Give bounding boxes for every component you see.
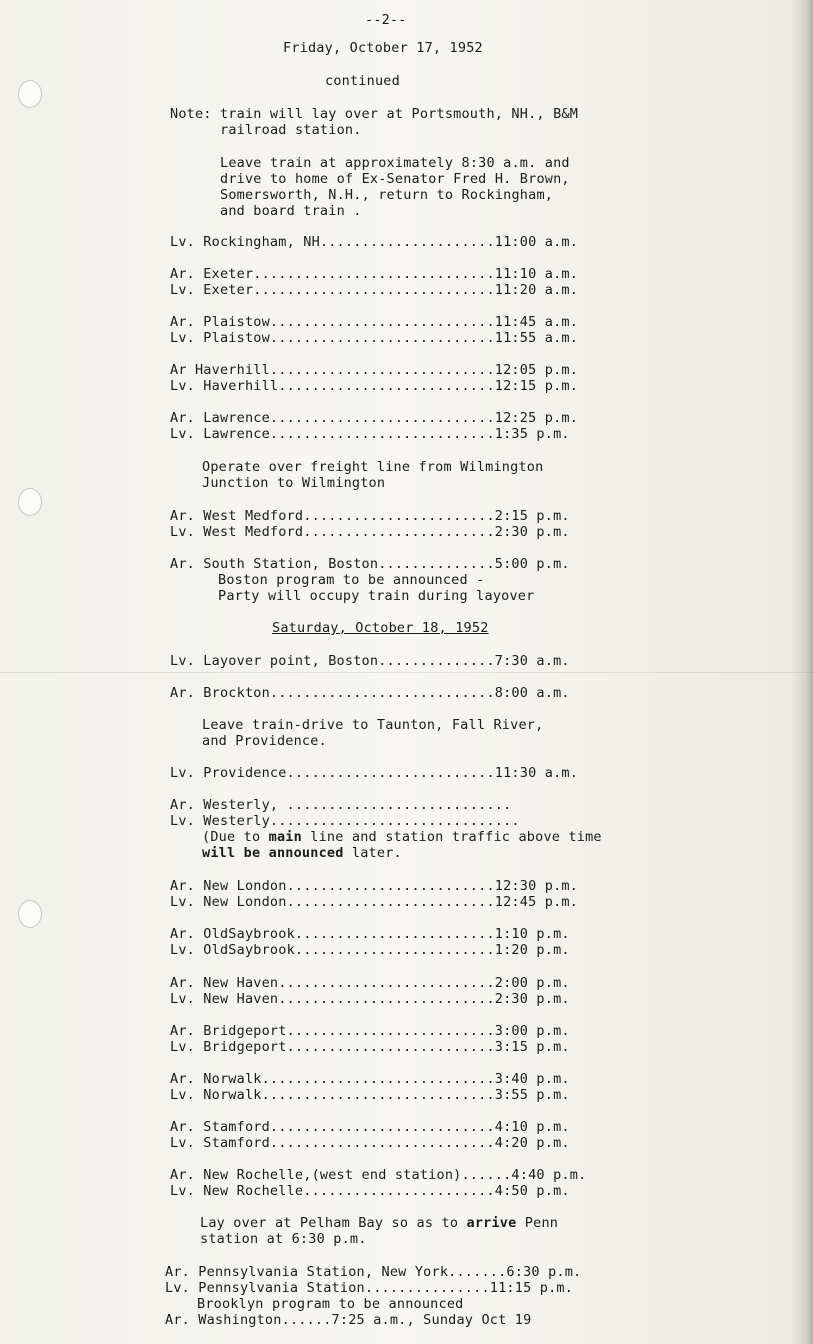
punch-hole-bottom: [18, 900, 42, 928]
westerly-note-bold: main: [268, 829, 302, 845]
schedule-row: Lv. Stamford...........................4:20 p.m.: [170, 1135, 570, 1151]
schedule-row: Lv. Pennsylvania Station...............11:15 p.m.: [165, 1280, 574, 1296]
freight-note-line: Operate over freight line from Wilmington: [202, 459, 544, 475]
schedule-row: Ar. Brockton...........................8:00 a.m.: [170, 685, 570, 701]
schedule-row: Ar Haverhill...........................12:05 p.m.: [170, 362, 579, 378]
westerly-note-line: [202, 829, 602, 845]
boston-note-line: Boston program to be announced -: [218, 572, 485, 588]
schedule-row: Ar. Pennsylvania Station, New York.......6:30 p.m.: [165, 1264, 582, 1280]
schedule-row: Lv. Haverhill..........................12:15 p.m.: [170, 378, 579, 394]
pelham-note-line: station at 6:30 p.m.: [200, 1231, 367, 1247]
schedule-row: Lv. New Rochelle.......................4:50 p.m.: [170, 1183, 570, 1199]
note-line: and board train .: [220, 203, 362, 219]
schedule-row: Ar. New Rochelle,(west end station)......4:40 p.m.: [170, 1167, 587, 1183]
friday-date-heading: Friday, October 17, 1952: [283, 40, 483, 56]
pelham-note-text: Penn: [516, 1215, 559, 1231]
schedule-row: Ar. OldSaybrook........................1:10 p.m.: [170, 926, 570, 942]
schedule-row: Lv. OldSaybrook........................1:20 p.m.: [170, 942, 570, 958]
schedule-row: Lv. Layover point, Boston..............7:30 a.m.: [170, 653, 570, 669]
note-line: drive to home of Ex-Senator Fred H. Brown,: [220, 171, 570, 187]
schedule-row: Lv. New Haven..........................2:30 p.m.: [170, 991, 570, 1007]
westerly-note-text: line and station traffic above time: [301, 829, 602, 845]
schedule-row: Lv. West Medford.......................2:30 p.m.: [170, 524, 570, 540]
saturday-date-heading: Saturday, October 18, 1952: [272, 620, 489, 636]
schedule-row: Lv. New London.........................12:45 p.m.: [170, 894, 579, 910]
boston-note-line: Party will occupy train during layover: [218, 588, 535, 604]
schedule-row: Ar. Lawrence...........................12:25 p.m.: [170, 410, 579, 426]
schedule-row: Lv. Rockingham, NH.....................11:00 a.m.: [170, 234, 579, 250]
schedule-row: Lv. Bridgeport.........................3:15 p.m.: [170, 1039, 570, 1055]
schedule-row: Lv. Norwalk............................3:55 p.m.: [170, 1087, 570, 1103]
schedule-row: Lv. Plaistow...........................11:55 a.m.: [170, 330, 579, 346]
schedule-row: Ar. Plaistow...........................11:45 a.m.: [170, 314, 579, 330]
schedule-row: Lv. Westerly..............................: [170, 813, 520, 829]
pelham-note-bold: arrive: [466, 1215, 517, 1231]
schedule-row: Lv. Providence.........................11:30 a.m.: [170, 765, 579, 781]
schedule-row: Ar. Westerly, ...........................: [170, 797, 512, 813]
washington-row: Ar. Washington......7:25 a.m., Sunday Oct 19: [165, 1312, 532, 1328]
schedule-row: Ar. New Haven..........................2:00 p.m.: [170, 975, 570, 991]
fold-line: [0, 672, 813, 673]
taunton-note-line: and Providence.: [202, 733, 327, 749]
schedule-row: Ar. Bridgeport.........................3:00 p.m.: [170, 1023, 570, 1039]
schedule-row: Lv. Lawrence...........................1:35 p.m.: [170, 426, 570, 442]
schedule-row: Ar. Exeter.............................11:10 a.m.: [170, 266, 579, 282]
punch-hole-middle: [18, 488, 42, 516]
page-number: --2--: [365, 12, 407, 28]
continued-label: continued: [325, 73, 400, 89]
note-line: Leave train at approximately 8:30 a.m. and: [220, 155, 570, 171]
westerly-note-text: (Due to: [202, 829, 269, 845]
schedule-row: Ar. West Medford.......................2:15 p.m.: [170, 508, 570, 524]
schedule-row: Lv. Exeter.............................11:20 a.m.: [170, 282, 579, 298]
note-line: Note: train will lay over at Portsmouth, NH., B&M: [170, 106, 579, 122]
note-line: Somersworth, N.H., return to Rockingham,: [220, 187, 554, 203]
punch-hole-top: [18, 80, 42, 108]
note-line: railroad station.: [220, 122, 362, 138]
schedule-row: Ar. New London.........................12:30 p.m.: [170, 878, 579, 894]
schedule-row: Ar. Norwalk............................3:40 p.m.: [170, 1071, 570, 1087]
pelham-note-line: [200, 1215, 558, 1231]
taunton-note-line: Leave train-drive to Taunton, Fall River,: [202, 717, 544, 733]
brooklyn-note: Brooklyn program to be announced: [197, 1296, 464, 1312]
westerly-note-line: [202, 845, 402, 861]
westerly-note-text: later.: [343, 845, 402, 861]
pelham-note-text: Lay over at Pelham Bay so as to: [200, 1215, 467, 1231]
schedule-row: Ar. South Station, Boston..............5:00 p.m.: [170, 556, 570, 572]
schedule-row: Ar. Stamford...........................4:10 p.m.: [170, 1119, 570, 1135]
westerly-note-bold: will be announced: [202, 845, 344, 861]
freight-note-line: Junction to Wilmington: [202, 475, 386, 491]
